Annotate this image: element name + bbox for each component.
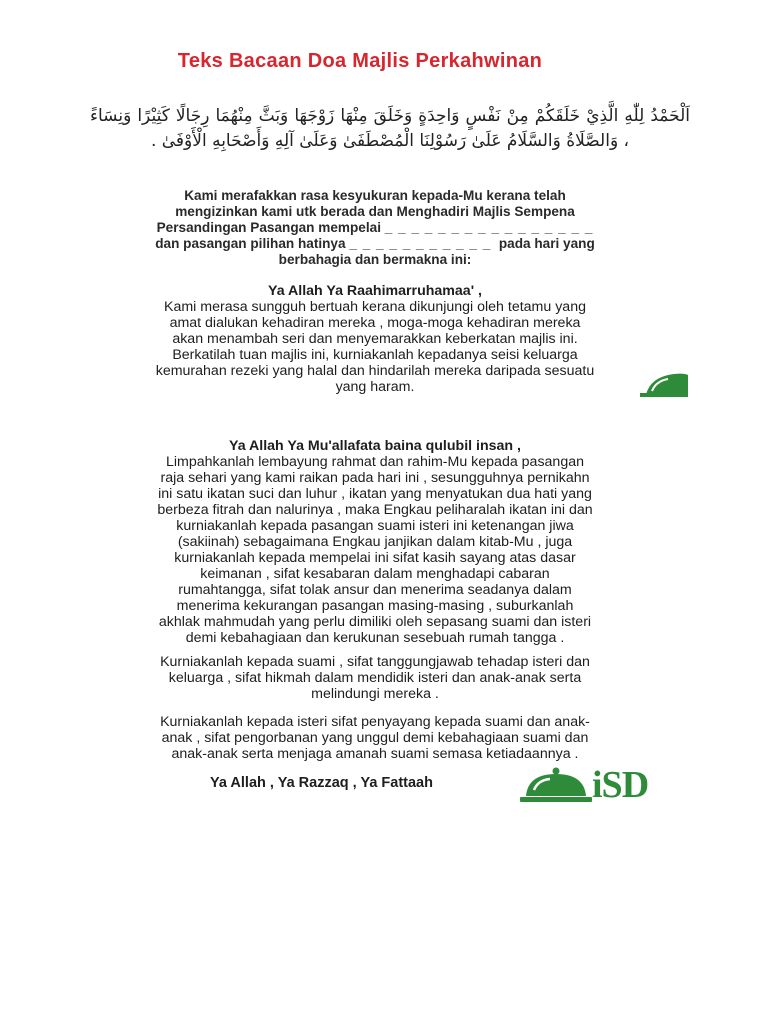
section-heading: Ya Allah Ya Raahimarruhamaa' , [268, 283, 482, 299]
prayer-line: Kami merasa sungguh bertuah kerana dikunjungi oleh tetamu yang [164, 299, 586, 315]
document-title: Teks Bacaan Doa Majlis Perkahwinan [177, 50, 543, 72]
closing-invocation: Ya Allah , Ya Razzaq , Ya Fattaah [210, 775, 433, 791]
arabic-opening-prayer: اَلْحَمْدُ لِلّٰهِ الَّذِيْ خَلَقَكُمْ مِنْ نَفْسٍ وَاحِدَةٍ وَخَلَقَ مِنْهَا زَوْجَهَا وَبَثَّ مِنْهُمَا رِجَالًا كَثِيْرًا وَنِسَاءً ، وَالصَّلَاةُ وَالسَّلَامُ عَلَىٰ رَسُوْلِنَا الْمُصْطَفَىٰ وَعَلَىٰ آلِهِ وَأَصْحَابِهِ الْأَوْفَىٰ . [90, 106, 690, 151]
intro-line [50, 220, 700, 236]
section-heading: Ya Allah Ya Mu'allafata baina qulubil insan , [229, 438, 521, 454]
prayer-section-2 [75, 438, 675, 646]
prayer-line: anak-anak serta menjaga amanah suami semasa ketiadaannya . [171, 746, 579, 762]
prayer-line: Limpahkanlah lembayung rahmat dan rahim-Mu kepada pasangan [165, 454, 584, 470]
intro-text: pada hari yang [498, 236, 595, 251]
cloche-logo-icon [640, 371, 688, 397]
prayer-line: keimanan , sifat kesabaran dalam menghadapi cabaran [200, 566, 550, 582]
prayer-line: Kurniakanlah kepada isteri sifat penyayang kepada suami dan anak- [160, 714, 590, 730]
intro-line: mengizinkan kami utk berada dan Menghadiri Majlis Sempena [175, 204, 575, 219]
intro-line [50, 236, 700, 252]
prayer-line: rumahtangga, sifat tolak ansur dan menerima seadanya dalam [178, 582, 572, 598]
prayer-line: kurniakanlah kepada pasangan suami isteri ini ketenangan jiwa [176, 518, 574, 534]
prayer-line: akhlak mahmudah yang perlu dimiliki oleh sepasang suami dan isteri [158, 614, 592, 630]
prayer-section-3 [75, 654, 675, 702]
prayer-line: berbeza fitrah dan nalurinya , maka Engkau peliharalah ikatan ini dan [157, 502, 593, 518]
prayer-line: (sakiinah) sebagaimana Engkau janjikan dalam kitab-Mu , juga [177, 534, 573, 550]
prayer-line: Berkatilah tuan majlis ini, kurniakanlah kepadanya seisi keluarga [172, 347, 578, 363]
prayer-line: menerima kekurangan pasangan masing-masing , suburkanlah [176, 598, 574, 614]
intro-text: dan pasangan pilihan hatinya [155, 236, 346, 251]
prayer-line: kurniakanlah kepada mempelai ini sifat kasih sayang atas dasar [174, 550, 576, 566]
prayer-line: demi kebahagiaan dan kerukunan sesebuah rumah tangga . [185, 630, 565, 646]
prayer-line: akan menambah seri dan menyemarakkan keberkatan majlis ini. [172, 331, 578, 347]
prayer-line: keluarga , sifat hikmah dalam mendidik isteri dan anak-anak serta [168, 670, 582, 686]
prayer-line: kemurahan rezeki yang halal dan hindarilah mereka daripada sesuatu [155, 363, 595, 379]
prayer-line: amat dialukan kehadiran mereka , moga-moga kehadiran mereka [169, 315, 581, 331]
name-blank: _ _ _ _ _ _ _ _ _ _ _ _ _ _ _ _ [384, 220, 594, 235]
intro-text: Persandingan Pasangan mempelai [156, 220, 381, 235]
prayer-line: Kurniakanlah kepada suami , sifat tanggungjawab tehadap isteri dan [160, 654, 590, 670]
intro-paragraph [50, 188, 700, 268]
prayer-line: yang haram. [335, 379, 415, 395]
isd-logo-text: iSD [592, 764, 649, 806]
prayer-section-1 [50, 283, 700, 395]
intro-line: Kami merafakkan rasa kesyukuran kepada-Mu kerana telah [184, 188, 566, 203]
prayer-line: raja sehari yang kami raikan pada hari ini , sesungguhnya pernikahn [160, 470, 590, 486]
prayer-line: anak , sifat pengorbanan yang unggul demi kebahagiaan suami dan [161, 730, 589, 746]
prayer-line: melindungi mereka . [311, 686, 439, 702]
prayer-section-4 [75, 714, 675, 762]
intro-line: berbahagia dan bermakna ini: [278, 252, 472, 267]
prayer-line: ini satu ikatan suci dan luhur , ikatan yang menyatukan dua hati yang [158, 486, 592, 502]
name-blank: _ _ _ _ _ _ _ _ _ _ _ [349, 236, 492, 251]
